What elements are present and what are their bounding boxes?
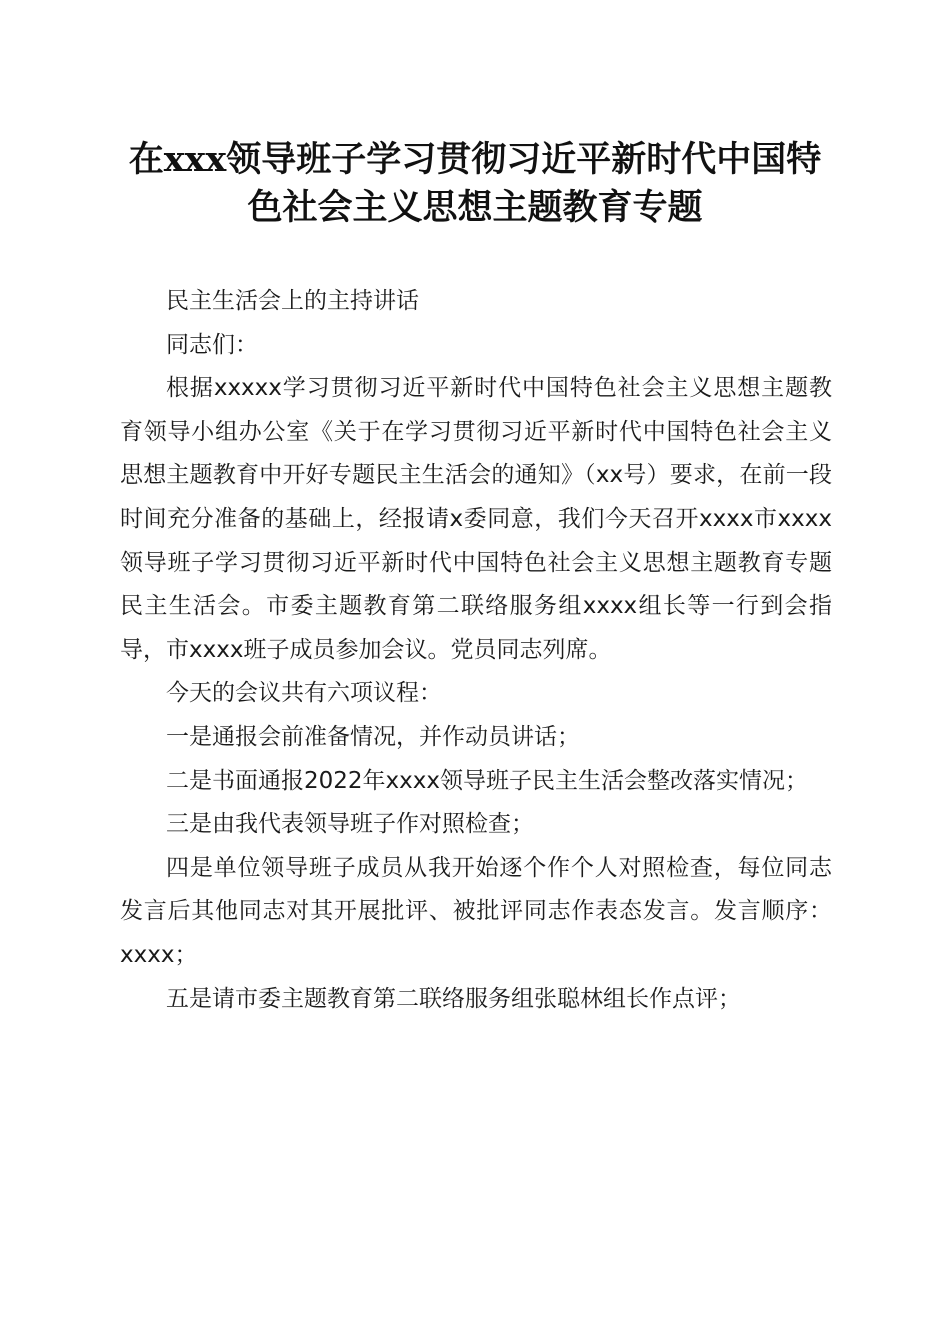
paragraph-agenda-item-2: 二是书面通报2022年xxxx领导班子民主生活会整改落实情况；: [166, 767, 808, 794]
document-body: [120, 280, 832, 1021]
paragraph-agenda-item-3: 三是由我代表领导班子作对照检查；: [166, 811, 534, 838]
title-line-1: 在xxx领导班子学习贯彻习近平新时代中国特: [128, 139, 822, 180]
document-title: [100, 136, 850, 232]
paragraph-intro: 根据xxxxx学习贯彻习近平新时代中国特色社会主义思想主题教育领导小组办公室《关于在学习贯彻习近平新时代中国特色社会主义思想主题教育中开好专题民主生活会的通知》（xx号）要求，在前一段时间充分准备的基础上，经报请x委同意，我们今天召开xxxx市xxxx领导班子学习贯彻习近平新时代中国特色社会主义思想主题教育专题民主生活会。市委主题教育第二联络服务组xxxx组长等一行到会指导，市xxxx班子成员参加会议。党员同志列席。: [120, 375, 832, 663]
paragraph-agenda-item-1: 一是通报会前准备情况，并作动员讲话；: [166, 723, 580, 750]
paragraph-subtitle: 民主生活会上的主持讲话: [166, 288, 419, 314]
paragraph-agenda-item-4: 四是单位领导班子成员从我开始逐个作个人对照检查，每位同志发言后其他同志对其开展批评、被批评同志作表态发言。发言顺序：xxxx；: [120, 854, 832, 968]
paragraph-agenda-item-5: 五是请市委主题教育第二联络服务组张聪林组长作点评；: [166, 985, 741, 1012]
paragraph-agenda-heading: 今天的会议共有六项议程：: [166, 680, 442, 707]
paragraph-salutation: 同志们：: [166, 331, 258, 358]
title-line-2: 色社会主义思想主题教育专题: [247, 187, 703, 228]
